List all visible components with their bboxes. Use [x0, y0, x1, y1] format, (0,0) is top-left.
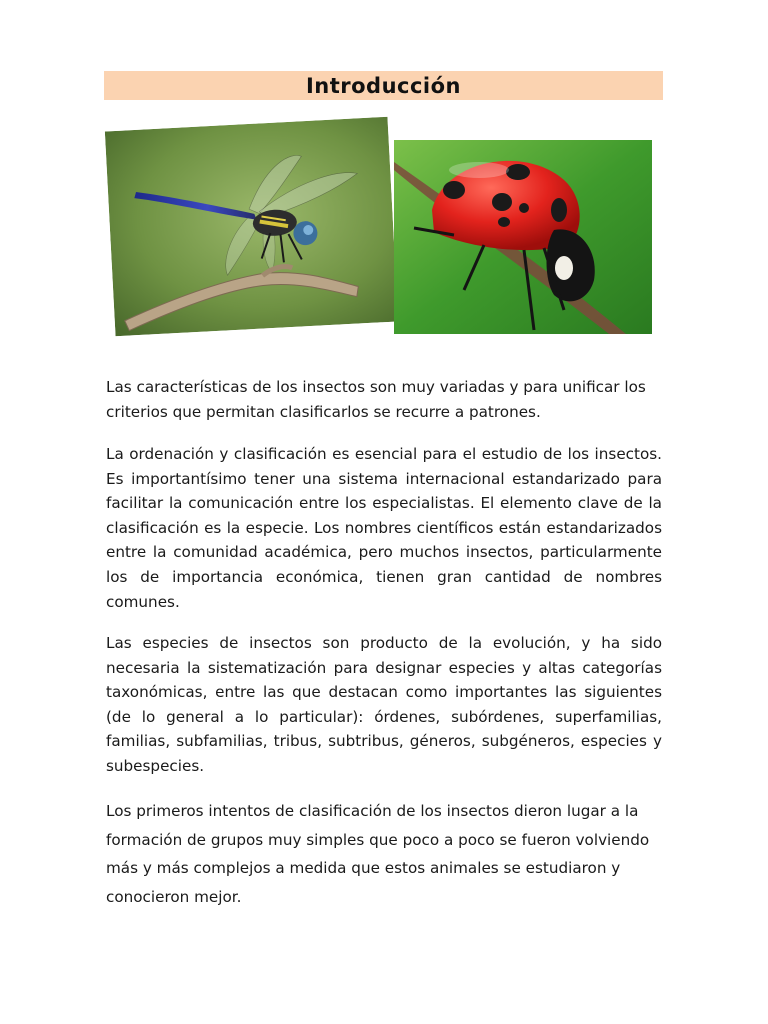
paragraph-2: La ordenación y clasificación es esencial para el estudio de los insectos. Es importantísimo tener una sistema internacional estandarizado para facilitar la comunicación entre los especialistas. El elemento clave de la clasificación es la especie. Los nombres científicos están estandarizados entre la comunidad académica, pero muchos insectos, particularmente los de importancia económica, tienen gran cantidad de nombres comunes. [106, 445, 662, 611]
ladybug-photo-icon [394, 140, 652, 334]
dragonfly-image [105, 117, 398, 337]
ladybug-image [394, 140, 652, 334]
paragraph-1: Las características de los insectos son muy variadas y para unificar los criterios que permitan clasificarlos se recurre a patrones. [106, 378, 646, 421]
title-band [104, 71, 663, 100]
paragraph-4: Los primeros intentos de clasificación de los insectos dieron lugar a la formación de grupos muy simples que poco a poco se fueron volviendo más y más complejos a medida que estos animales se estudiaron y conocieron mejor. [106, 802, 650, 906]
page-title: Introducción [305, 73, 462, 98]
dragonfly-photo-icon [105, 117, 398, 337]
paragraph-3: Las especies de insectos son producto de la evolución, y ha sido necesaria la sistematización para designar especies y altas categorías taxonómicas, entre las que destacan como importantes las siguientes (de lo general a lo particular): órdenes, subórdenes, superfamilias, familias, subfamilias, tribus, subtribus, géneros, subgéneros, especies y subespecies. [106, 634, 662, 775]
